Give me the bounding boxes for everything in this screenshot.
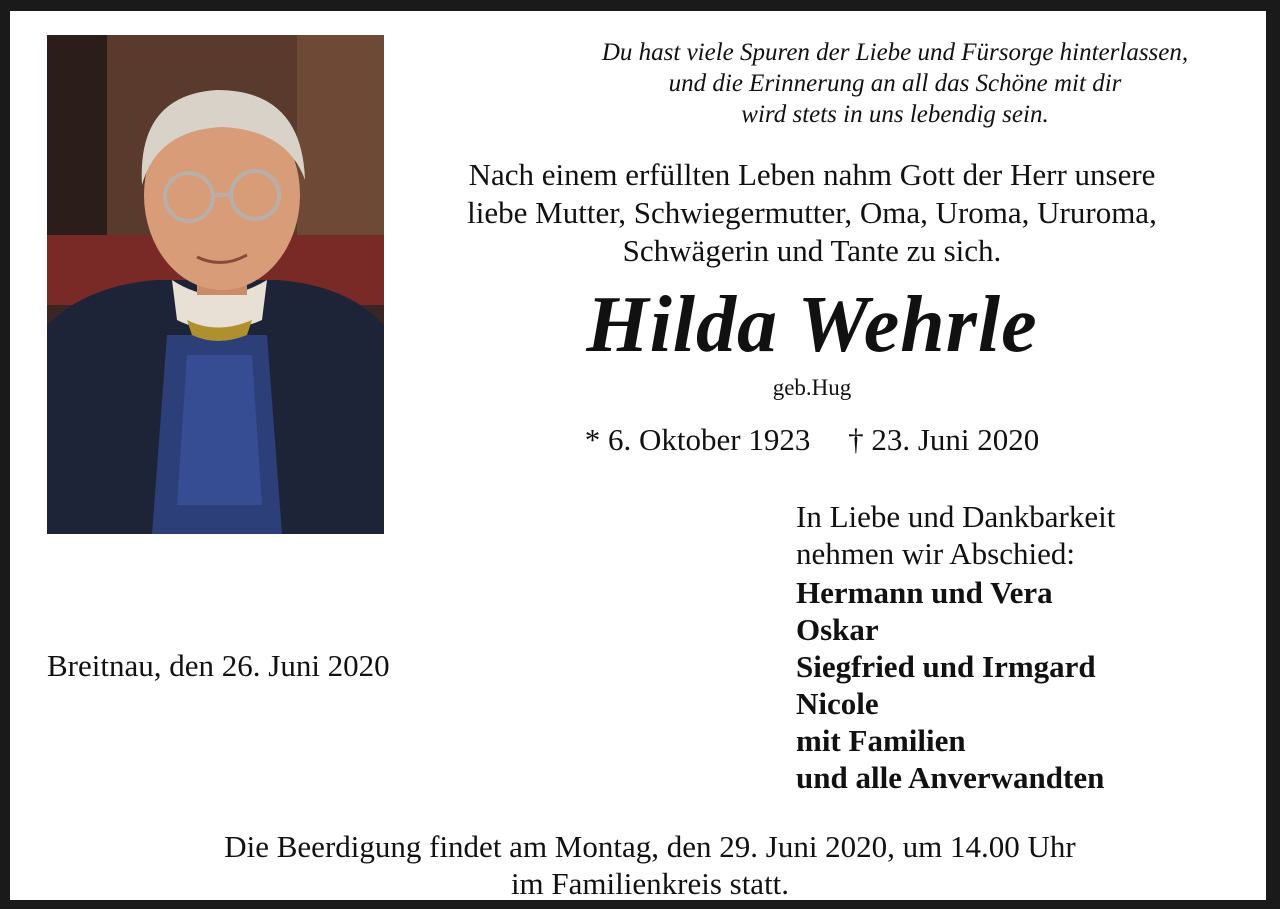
farewell-line: In Liebe und Dankbarkeit bbox=[796, 499, 1116, 534]
farewell-line: nehmen wir Abschied: bbox=[796, 536, 1075, 571]
funeral-line: im Familienkreis statt. bbox=[510, 866, 790, 901]
poem-line: wird stets in uns lebendig sein. bbox=[741, 101, 1049, 128]
mourners-list bbox=[796, 574, 1104, 796]
funeral-notice bbox=[110, 828, 1190, 902]
mourner-entry: Nicole bbox=[796, 686, 879, 721]
life-dates bbox=[392, 420, 1232, 460]
mourner-entry: und alle Anverwandten bbox=[796, 760, 1105, 795]
death-announcement-text bbox=[392, 156, 1232, 270]
funeral-line: Die Beerdigung findet am Montag, den 29. Juni 2020, um 14.00 Uhr bbox=[224, 829, 1076, 864]
intro-line: Schwägerin und Tante zu sich. bbox=[622, 233, 1002, 268]
memorial-poem bbox=[530, 37, 1260, 130]
mourner-entry: mit Familien bbox=[796, 723, 966, 758]
farewell-text bbox=[796, 498, 1115, 572]
portrait-illustration bbox=[47, 35, 384, 534]
mourner-entry: Siegfried und Irmgard bbox=[796, 649, 1096, 684]
mourner-entry: Hermann und Vera bbox=[796, 575, 1053, 610]
mourner-entry: Oskar bbox=[796, 612, 879, 647]
intro-line: liebe Mutter, Schwiegermutter, Oma, Uroma, Ururoma, bbox=[467, 195, 1157, 230]
poem-line: Du hast viele Spuren der Liebe und Fürsorge hinterlassen, bbox=[601, 39, 1189, 66]
poem-line: und die Erinnerung an all das Schöne mit dir bbox=[668, 70, 1122, 97]
portrait-photo bbox=[47, 35, 384, 534]
birth-date: * 6. Oktober 1923 bbox=[584, 422, 811, 457]
deceased-name: Hilda Wehrle bbox=[586, 281, 1038, 369]
maiden-name: geb.Hug bbox=[772, 375, 852, 400]
death-date: † 23. Juni 2020 bbox=[848, 422, 1040, 457]
intro-line: Nach einem erfüllten Leben nahm Gott der Herr unsere bbox=[468, 157, 1156, 192]
place-and-date: Breitnau, den 26. Juni 2020 bbox=[47, 648, 390, 683]
